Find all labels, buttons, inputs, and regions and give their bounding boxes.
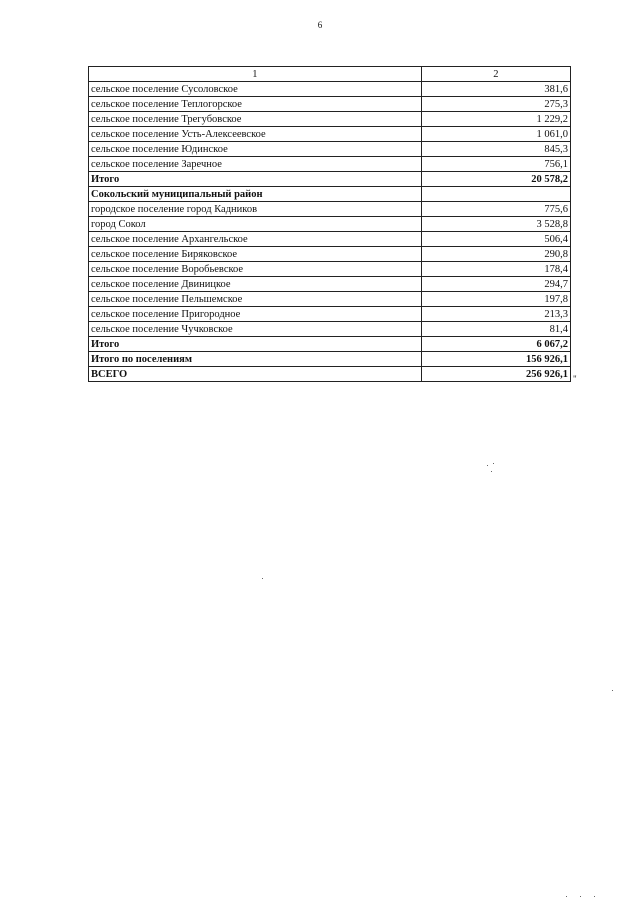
settlement-name-cell: город Сокол — [89, 217, 422, 232]
amount-cell: 178,4 — [421, 262, 570, 277]
settlement-name-cell: Итого — [89, 172, 422, 187]
closing-quote-mark: " — [573, 374, 577, 384]
table-row — [89, 217, 571, 232]
table-row — [89, 277, 571, 292]
table-row — [89, 97, 571, 112]
table-row — [89, 202, 571, 217]
table-row — [89, 232, 571, 247]
settlement-name-cell: сельское поселение Пельшемское — [89, 292, 422, 307]
amount-cell: 290,8 — [421, 247, 570, 262]
amount-cell: 1 229,2 — [421, 112, 570, 127]
settlement-name-cell: сельское поселение Юдинское — [89, 142, 422, 157]
table-row — [89, 187, 571, 202]
amount-cell: 294,7 — [421, 277, 570, 292]
settlement-name-cell: сельское поселение Теплогорское — [89, 97, 422, 112]
table-row — [89, 367, 571, 382]
table-header-row — [89, 67, 571, 82]
settlement-name-cell: сельское поселение Двиницкое — [89, 277, 422, 292]
amount-cell: 197,8 — [421, 292, 570, 307]
table-row — [89, 262, 571, 277]
settlement-name-cell: сельское поселение Чучковское — [89, 322, 422, 337]
scan-speck — [566, 896, 567, 897]
settlement-name-cell: Итого — [89, 337, 422, 352]
amount-cell: 756,1 — [421, 157, 570, 172]
page-number: 6 — [317, 20, 323, 30]
amount-cell: 256 926,1 — [421, 367, 570, 382]
column-header-2: 2 — [421, 67, 570, 82]
settlement-name-cell: городское поселение город Кадников — [89, 202, 422, 217]
settlements-budget-table — [88, 66, 571, 382]
scan-speck — [487, 465, 488, 466]
scan-speck — [580, 896, 581, 897]
scan-speck — [612, 690, 613, 691]
settlement-name-cell: сельское поселение Трегубовское — [89, 112, 422, 127]
table-row — [89, 292, 571, 307]
amount-cell: 845,3 — [421, 142, 570, 157]
table-row — [89, 112, 571, 127]
column-header-1: 1 — [89, 67, 422, 82]
amount-cell: 20 578,2 — [421, 172, 570, 187]
settlement-name-cell: сельское поселение Заречное — [89, 157, 422, 172]
settlement-name-cell: Сокольский муниципальный район — [89, 187, 422, 202]
settlement-name-cell: сельское поселение Пригородное — [89, 307, 422, 322]
amount-cell: 1 061,0 — [421, 127, 570, 142]
table-row — [89, 352, 571, 367]
amount-cell — [421, 187, 570, 202]
scan-speck — [491, 471, 492, 472]
settlement-name-cell: сельское поселение Воробьевское — [89, 262, 422, 277]
amount-cell: 6 067,2 — [421, 337, 570, 352]
table-row — [89, 142, 571, 157]
table-row — [89, 322, 571, 337]
scan-speck — [594, 896, 595, 897]
amount-cell: 775,6 — [421, 202, 570, 217]
settlement-name-cell: ВСЕГО — [89, 367, 422, 382]
amount-cell: 81,4 — [421, 322, 570, 337]
table-row — [89, 337, 571, 352]
table-row — [89, 172, 571, 187]
table-row — [89, 247, 571, 262]
table-row — [89, 307, 571, 322]
amount-cell: 381,6 — [421, 82, 570, 97]
table-row — [89, 157, 571, 172]
amount-cell: 3 528,8 — [421, 217, 570, 232]
settlement-name-cell: Итого по поселениям — [89, 352, 422, 367]
amount-cell: 156 926,1 — [421, 352, 570, 367]
table-row — [89, 127, 571, 142]
scan-speck — [493, 463, 494, 464]
amount-cell: 275,3 — [421, 97, 570, 112]
settlement-name-cell: сельское поселение Сусоловское — [89, 82, 422, 97]
amount-cell: 213,3 — [421, 307, 570, 322]
settlement-name-cell: сельское поселение Усть-Алексеевское — [89, 127, 422, 142]
table-row — [89, 82, 571, 97]
amount-cell: 506,4 — [421, 232, 570, 247]
settlement-name-cell: сельское поселение Биряковское — [89, 247, 422, 262]
scan-speck — [262, 578, 263, 579]
settlement-name-cell: сельское поселение Архангельское — [89, 232, 422, 247]
